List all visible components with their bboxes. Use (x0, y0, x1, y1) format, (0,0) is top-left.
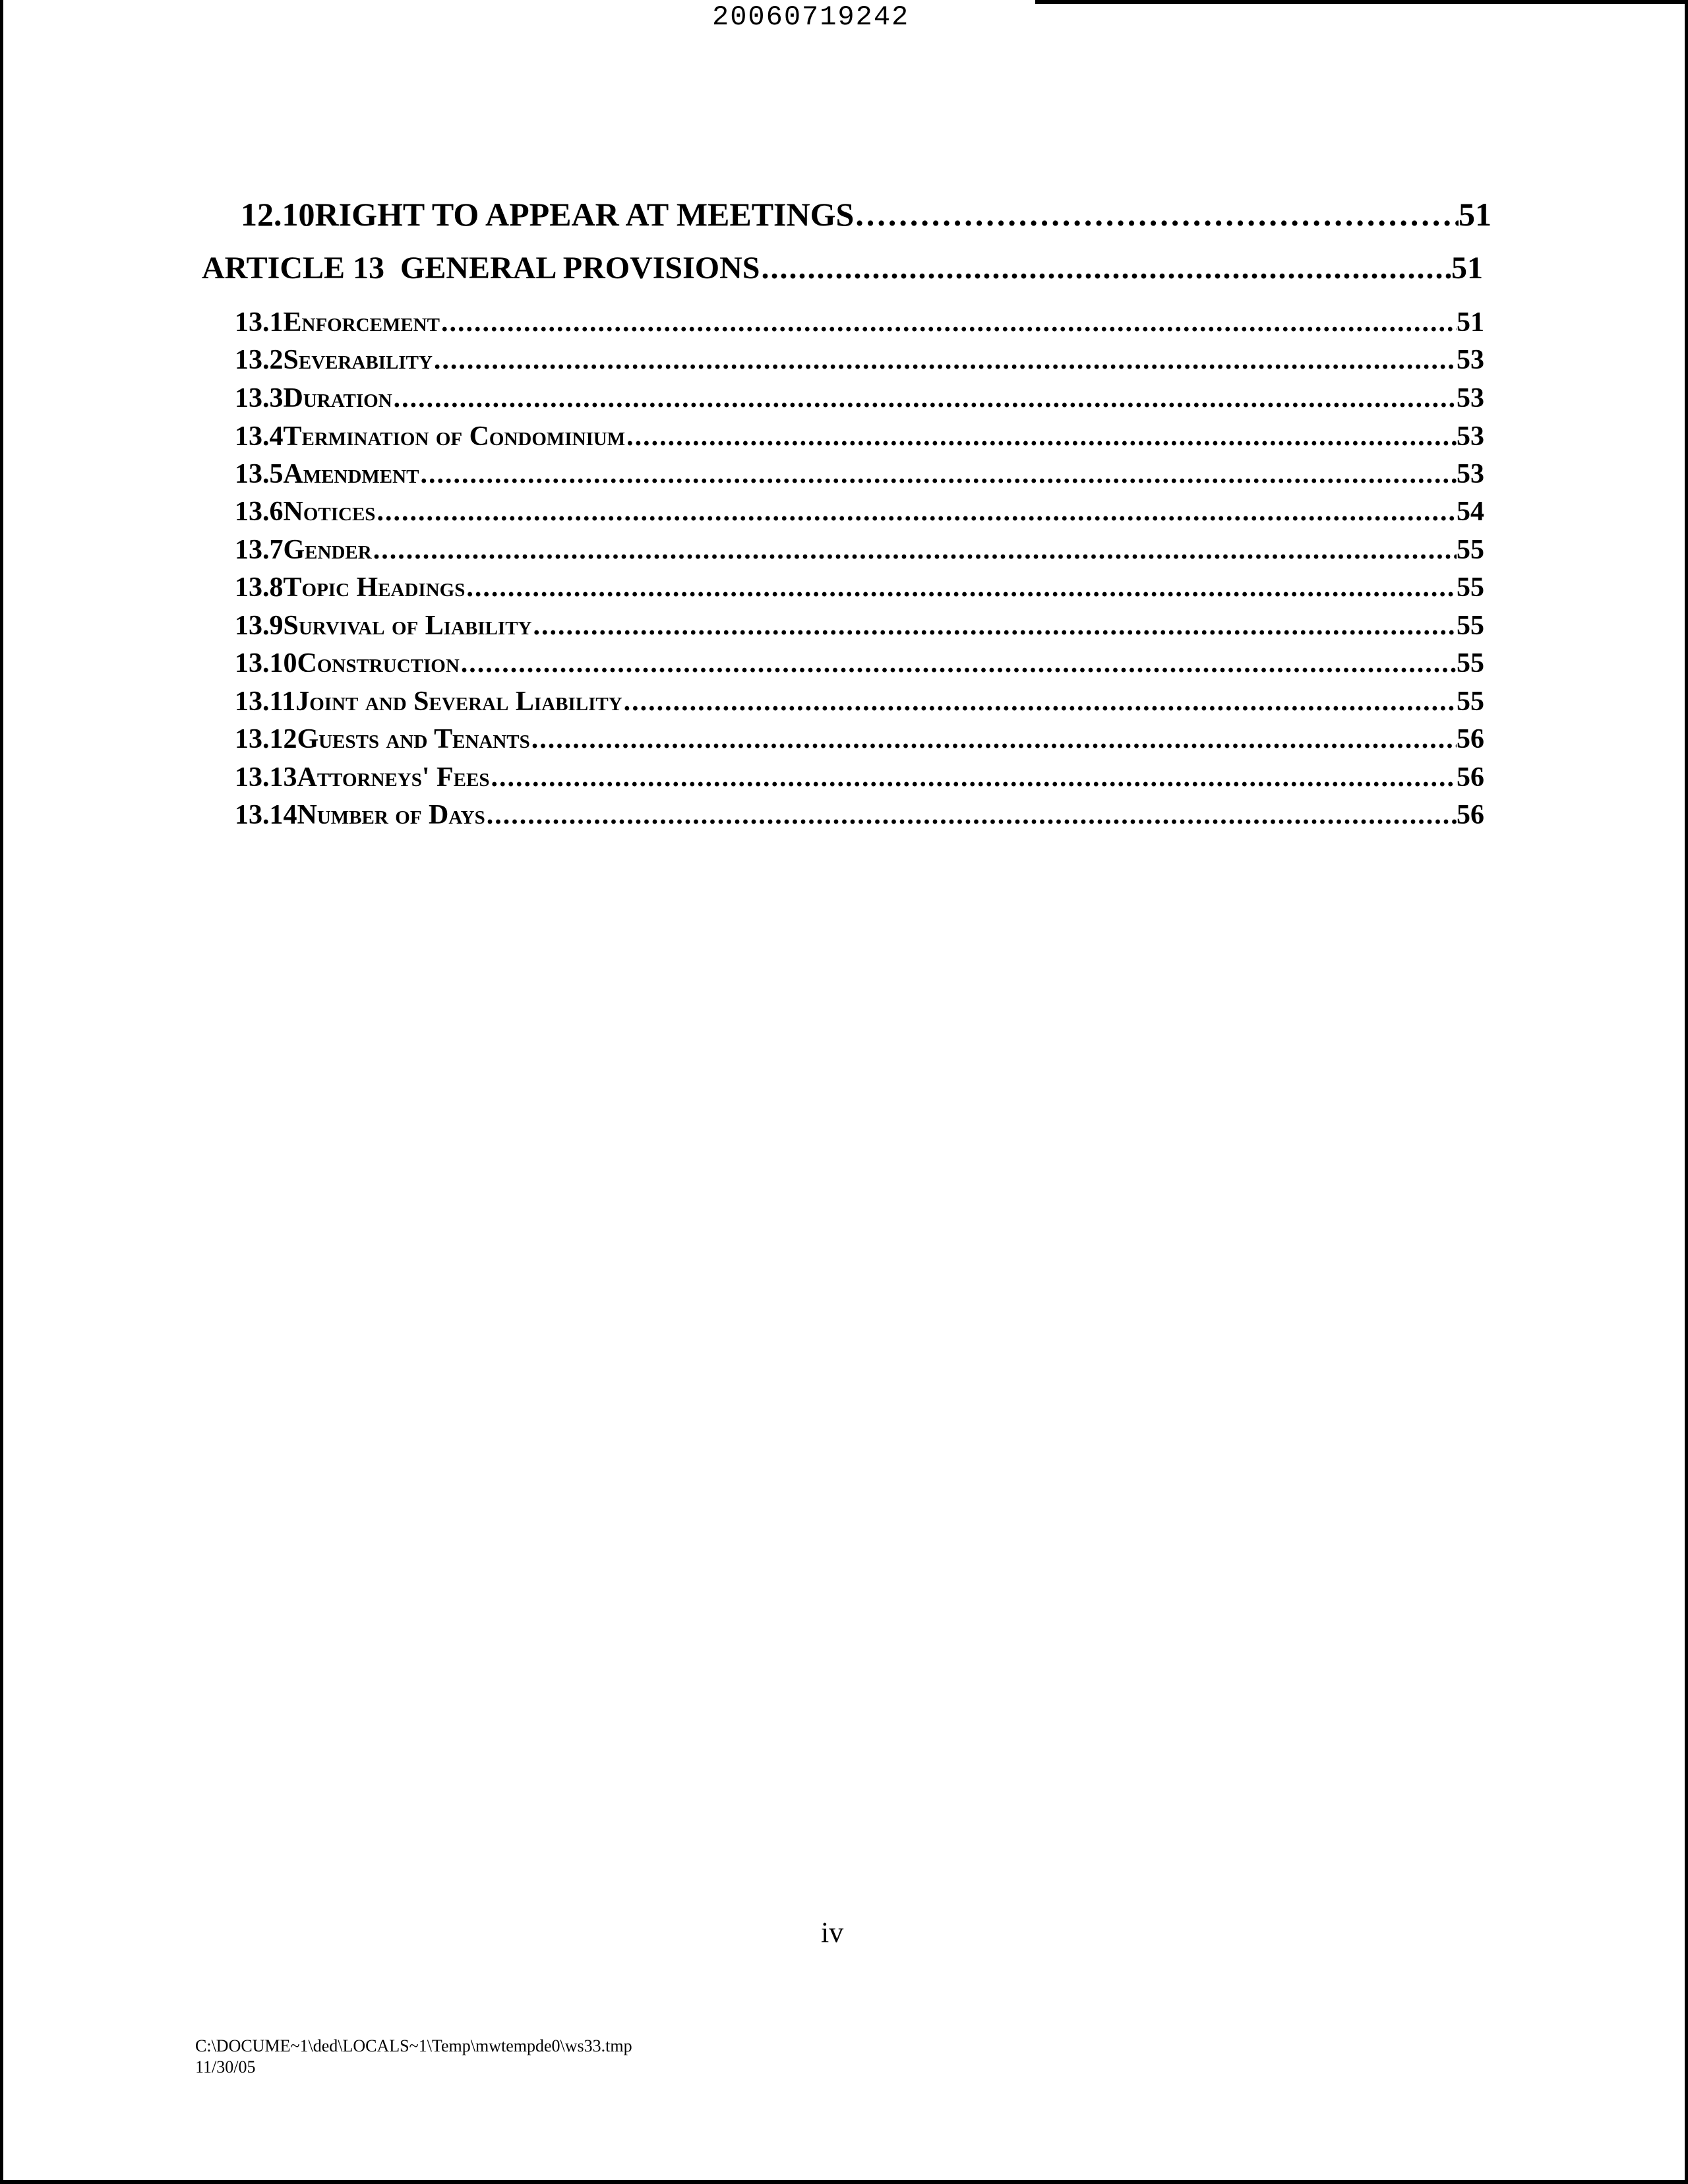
toc-entry-number: 13.12 (235, 724, 297, 754)
toc-entry-title: Duration (283, 383, 392, 413)
toc-entry-13-8 (235, 572, 1484, 603)
toc-entry-number: 13.10 (235, 648, 297, 679)
toc-entry-13-4 (235, 421, 1484, 452)
toc-entry-13-6 (235, 496, 1484, 528)
toc-entry-12-10 (241, 195, 1492, 233)
toc-leader-dots (394, 382, 1457, 414)
toc-entry-page: 55 (1457, 535, 1484, 565)
toc-entry-page: 53 (1457, 421, 1484, 452)
toc-entry-13-11 (235, 686, 1484, 717)
toc-leader-dots (466, 572, 1457, 603)
toc-leader-dots (377, 496, 1457, 528)
toc-entry-number: 13.3 (235, 383, 284, 413)
toc-article-13 (202, 250, 1483, 286)
toc-entry-page: 51 (1459, 196, 1492, 233)
toc-entry-page: 51 (1457, 307, 1484, 338)
toc-leader-dots (626, 421, 1457, 452)
toc-entry-number: 12.10 (241, 196, 315, 233)
toc-entry-page: 54 (1457, 497, 1484, 527)
toc-leader-dots (624, 686, 1457, 717)
toc-entry-title: Number of Days (297, 800, 485, 830)
toc-leader-dots (491, 762, 1457, 793)
toc-entry-page: 53 (1457, 383, 1484, 413)
toc-entry-title: Survival of Liability (283, 611, 532, 641)
toc-entry-page: 53 (1457, 345, 1484, 375)
toc-leader-dots (420, 458, 1457, 490)
toc-entry-page: 56 (1457, 762, 1484, 793)
toc-entry-page: 55 (1457, 648, 1484, 679)
toc-entry-13-13 (235, 762, 1484, 793)
toc-entry-number: 13.8 (235, 572, 284, 603)
page-number: iv (821, 1916, 844, 1949)
toc-entry-page: 56 (1457, 724, 1484, 754)
toc-entry-title: Attorneys' Fees (297, 762, 490, 793)
toc-entry-title: Gender (283, 535, 372, 565)
toc-leader-dots (855, 195, 1459, 233)
footer-date: 11/30/05 (195, 2057, 256, 2077)
toc-entry-number: 13.5 (235, 459, 284, 489)
toc-entry-title: Topic Headings (283, 572, 466, 603)
toc-entry-13-14 (235, 799, 1484, 831)
toc-entry-title: Severability (283, 345, 433, 375)
toc-entry-13-5 (235, 458, 1484, 490)
toc-entry-number: 13.1 (235, 307, 284, 338)
toc-entry-number: 13.14 (235, 800, 297, 830)
document-number: 20060719242 (712, 1, 910, 33)
toc-entry-title: Joint and Several Liability (295, 686, 622, 717)
scan-bottom-edge (0, 2180, 1688, 2184)
toc-entry-13-12 (235, 723, 1484, 755)
toc-entry-page: 55 (1457, 572, 1484, 603)
toc-leader-dots (487, 799, 1457, 831)
toc-entry-page: 55 (1457, 611, 1484, 641)
toc-entry-number: 13.13 (235, 762, 297, 793)
toc-article-page: 51 (1451, 251, 1483, 286)
toc-entry-number: 13.2 (235, 345, 284, 375)
toc-entry-number: 13.9 (235, 611, 284, 641)
toc-leader-dots (762, 250, 1452, 286)
toc-entry-title: Amendment (283, 459, 419, 489)
toc-entry-title: Guests and Tenants (297, 724, 530, 754)
toc-entry-title: Enforcement (283, 307, 440, 338)
toc-leader-dots (533, 610, 1457, 642)
toc-entry-title: Notices (283, 497, 376, 527)
toc-leader-dots (441, 307, 1457, 338)
toc-entry-number: 13.4 (235, 421, 284, 452)
scan-left-edge (0, 0, 3, 2184)
toc-entry-page: 55 (1457, 686, 1484, 717)
toc-entry-13-3 (235, 382, 1484, 414)
toc-entry-13-9 (235, 610, 1484, 642)
toc-entry-title: Termination of Condominium (283, 421, 626, 452)
toc-leader-dots (461, 648, 1457, 679)
toc-entry-13-1 (235, 307, 1484, 338)
toc-leader-dots (531, 723, 1457, 755)
toc-entry-13-7 (235, 534, 1484, 566)
toc-entry-13-2 (235, 344, 1484, 376)
toc-entry-number: 13.7 (235, 535, 284, 565)
toc-entry-number: 13.6 (235, 497, 284, 527)
toc-entry-13-10 (235, 648, 1484, 679)
scan-right-edge (1685, 0, 1688, 2184)
footer-file-path: C:\DOCUME~1\ded\LOCALS~1\Temp\mwtempde0\ws33.tmp (195, 2036, 632, 2055)
toc-entry-title: Construction (297, 648, 460, 679)
toc-leader-dots (373, 534, 1457, 566)
toc-leader-dots (434, 344, 1457, 376)
toc-entry-page: 53 (1457, 459, 1484, 489)
scan-top-line (1035, 0, 1688, 4)
toc-entry-page: 56 (1457, 800, 1484, 830)
toc-article-title: ARTICLE 13 GENERAL PROVISIONS (202, 251, 760, 286)
toc-entry-number: 13.11 (235, 686, 296, 717)
toc-entry-title: RIGHT TO APPEAR AT MEETINGS (315, 196, 855, 233)
